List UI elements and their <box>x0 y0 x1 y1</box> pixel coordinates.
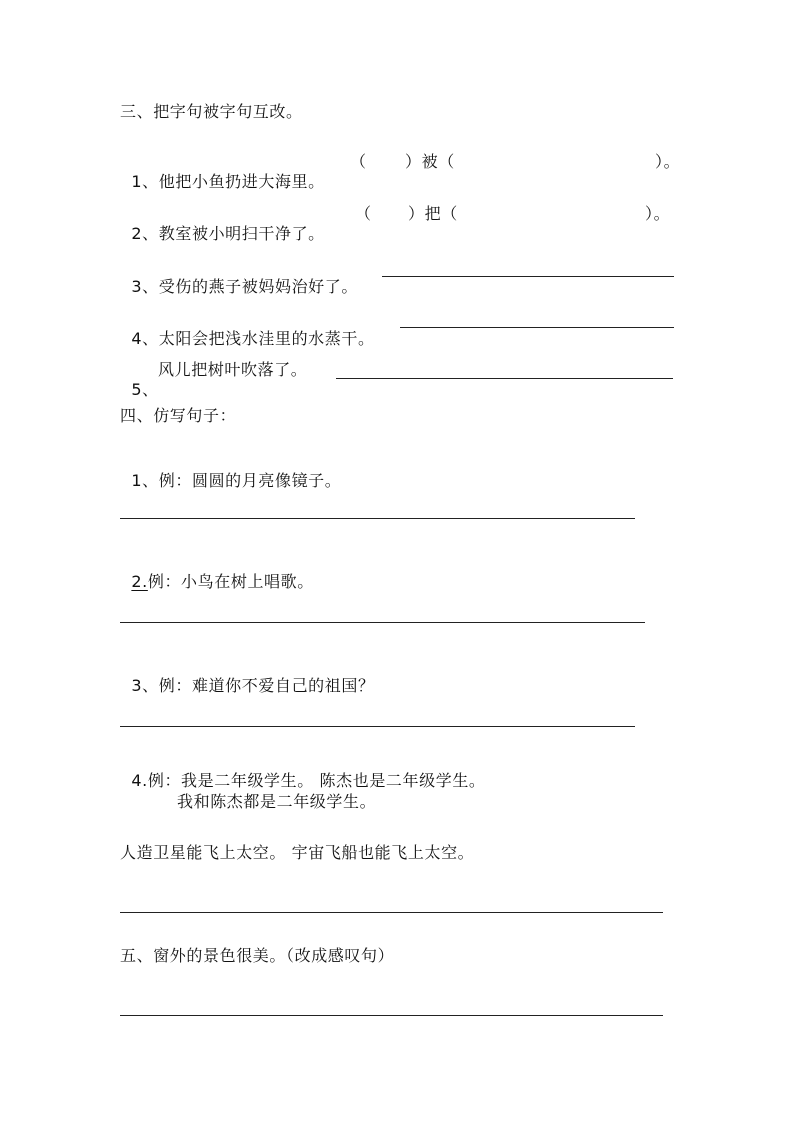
example-1 <box>120 451 341 491</box>
question-3 <box>120 257 358 297</box>
question-2 <box>120 204 325 244</box>
example-text: 难道你不爱自己的祖国？ <box>191 676 375 695</box>
example-text: 我是二年级学生。 陈杰也是二年级学生。 <box>181 771 486 790</box>
question-text: 太阳会把浅水洼里的水蒸干。 <box>158 329 375 348</box>
example-prompt: 人造卫星能飞上太空。 宇宙飞船也能飞上太空。 <box>120 843 475 862</box>
question-number: 1、 <box>131 172 159 191</box>
question-5 <box>120 360 159 400</box>
example-number: 4. <box>131 771 148 790</box>
blank-close-paren: ）。 <box>645 204 671 223</box>
question-number: 3、 <box>131 277 159 296</box>
question-number: 2、 <box>131 224 159 243</box>
example-2 <box>120 552 314 592</box>
answer-line[interactable] <box>382 276 674 277</box>
example-label: 例： <box>158 676 192 695</box>
blank-middle: ）把（ <box>408 204 458 223</box>
example-3 <box>120 656 375 696</box>
example-number: 3、 <box>131 676 159 695</box>
answer-line[interactable] <box>120 912 663 913</box>
example-label: 例： <box>147 572 182 591</box>
blank-open-paren: （ <box>355 204 372 223</box>
answer-line[interactable] <box>120 518 635 519</box>
blank-open-paren: （ <box>350 152 367 171</box>
question-1 <box>120 152 325 192</box>
section5-heading: 五、窗外的景色很美。（改成感叹句） <box>120 946 395 965</box>
answer-line[interactable] <box>336 378 673 379</box>
question-text: 受伤的燕子被妈妈治好了。 <box>158 277 358 296</box>
example-label: 例： <box>147 771 182 790</box>
question-4 <box>120 309 375 349</box>
question-text: 他把小鱼扔进大海里。 <box>158 172 325 191</box>
example-number: 2. <box>131 572 148 591</box>
answer-line[interactable] <box>120 622 645 623</box>
blank-middle: ）被（ <box>405 152 455 171</box>
example-text: 圆圆的月亮像镜子。 <box>191 471 342 490</box>
question-text: 教室被小明扫干净了。 <box>158 224 325 243</box>
example-text: 小鸟在树上唱歌。 <box>181 572 314 591</box>
example-label: 例： <box>158 471 192 490</box>
section4-heading: 四、仿写句子： <box>120 406 237 425</box>
blank-close-paren: ）。 <box>655 152 681 171</box>
example-number: 1、 <box>131 471 159 490</box>
section3-heading: 三、把字句被字句互改。 <box>120 102 303 121</box>
answer-line[interactable] <box>120 726 635 727</box>
example-result: 我和陈杰都是二年级学生。 <box>177 792 377 811</box>
question-number: 5、 <box>131 380 159 399</box>
example-4 <box>120 751 486 791</box>
answer-line[interactable] <box>400 327 674 328</box>
answer-line[interactable] <box>120 1015 663 1016</box>
question-text: 风儿把树叶吹落了。 <box>158 360 308 379</box>
question-number: 4、 <box>131 329 159 348</box>
